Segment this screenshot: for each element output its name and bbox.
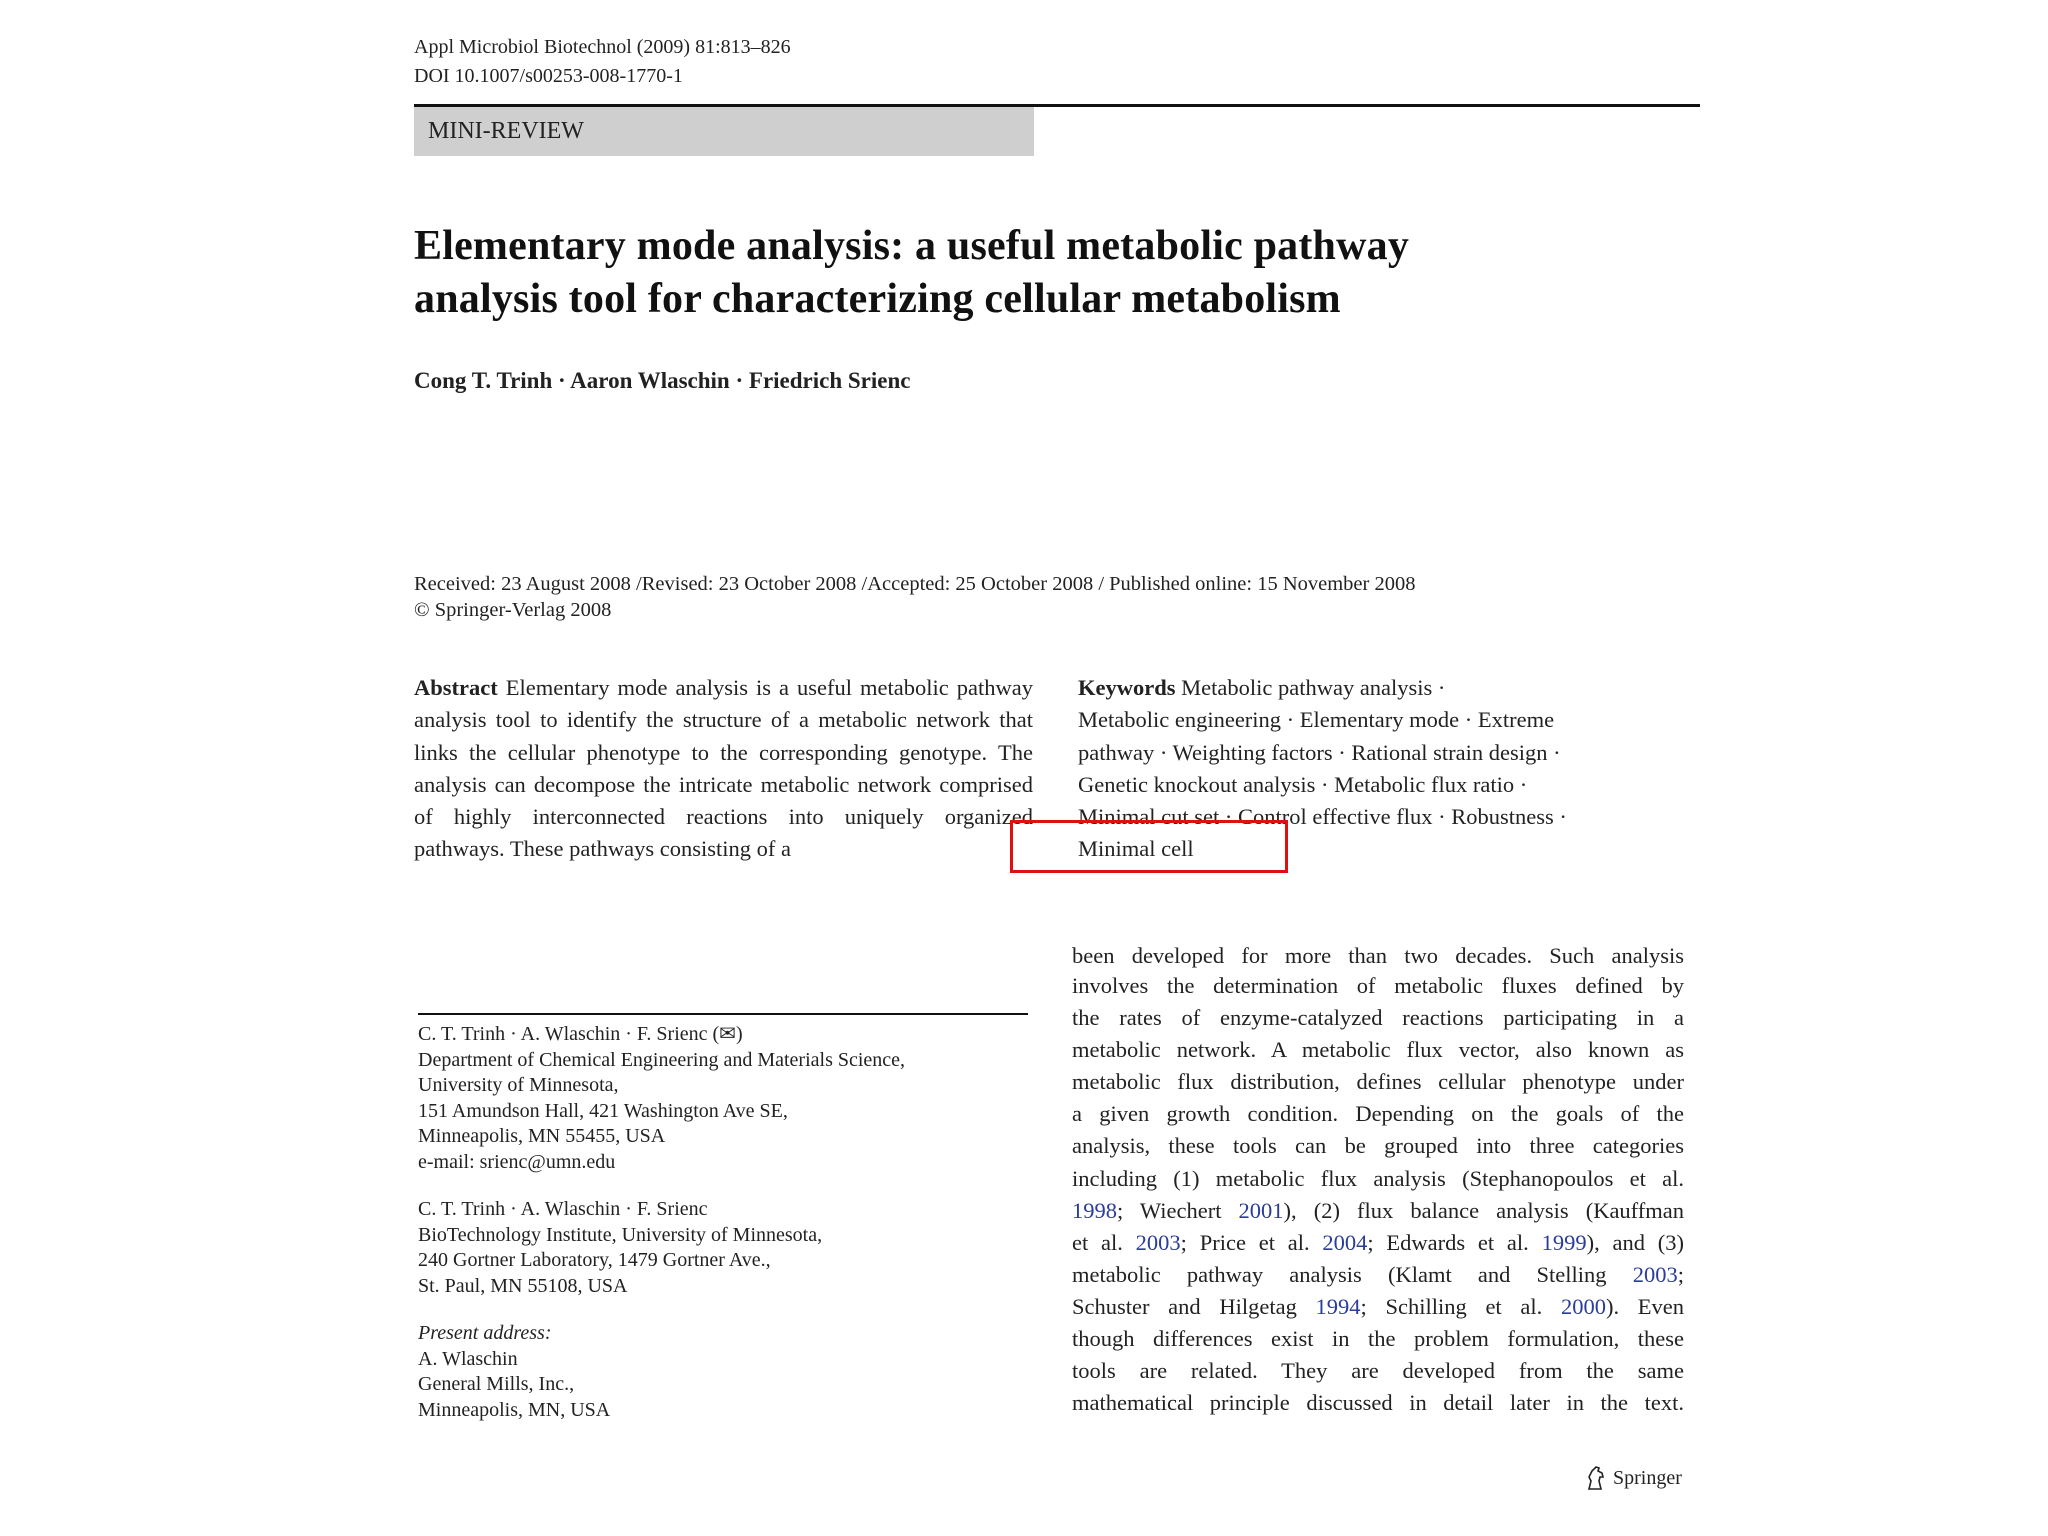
abstract: [414, 672, 1033, 866]
affiliation-1-line: University of Minnesota,: [418, 1074, 619, 1096]
publisher-footer: [1585, 1465, 1682, 1491]
body-text-segment: analysis, these tools can be grouped into three categories: [1072, 1133, 1684, 1159]
body-line: [1072, 1163, 1684, 1195]
body-line: [1072, 1259, 1684, 1291]
body-text-segment: the rates of enzyme-catalyzed reactions participating in a: [1072, 1005, 1684, 1031]
citation-link[interactable]: 2003: [1135, 1229, 1181, 1255]
body-text-segment: ), and (3): [1586, 1229, 1684, 1255]
body-text-segment: Schuster and Hilgetag: [1072, 1293, 1316, 1319]
body-line: [1072, 1291, 1684, 1323]
body-text-segment: ;: [1677, 1261, 1684, 1287]
citation-link[interactable]: 2000: [1560, 1293, 1606, 1319]
body-line: [1072, 1034, 1684, 1066]
journal-citation: Appl Microbiol Biotechnol (2009) 81:813–826: [414, 36, 791, 58]
author-list: Cong T. Trinh · Aaron Wlaschin · Friedrich Srienc: [414, 368, 911, 393]
affiliation-2-line: C. T. Trinh · A. Wlaschin · F. Srienc: [418, 1198, 708, 1220]
body-text-segment: ). Even: [1605, 1293, 1684, 1319]
keyword-text: Metabolic pathway analysis ·: [1181, 675, 1446, 700]
body-line: [1072, 1195, 1684, 1227]
springer-horse-icon: [1585, 1465, 1607, 1491]
abstract-text: Elementary mode analysis is a useful metabolic pathway analysis tool to identify the structure of a metabolic network that links the cellular phenotype to the corresponding genotype. The analysis can decompose the intricate metabolic network comprised of highly interconnected reactions into uniquely organized pathways. These pathways consisting of a: [414, 675, 1034, 862]
body-line: [1072, 1002, 1684, 1034]
body-line: [1072, 1323, 1684, 1355]
citation-link[interactable]: 2001: [1238, 1197, 1284, 1223]
citation-link[interactable]: 1999: [1541, 1229, 1587, 1255]
affiliations: [418, 1022, 1038, 1423]
affiliation-2-line: St. Paul, MN 55108, USA: [418, 1274, 628, 1297]
body-text-segment: ; Price et al.: [1180, 1229, 1323, 1255]
body-text-segment: ; Schilling et al.: [1360, 1293, 1561, 1319]
affiliation-1-line: e-mail: srienc@umn.edu: [418, 1150, 616, 1173]
body-text-segment: involves the determination of metabolic fluxes defined by: [1072, 973, 1684, 998]
body-text-segment: mathematical principle discussed in detail later in the text.: [1072, 1390, 1684, 1416]
keywords-line-5: Minimal cut set · Control effective flux · Robustness ·: [1078, 804, 1567, 830]
body-text: [1072, 943, 1685, 1419]
body-line: [1072, 1387, 1684, 1419]
section-tag: MINI-REVIEW: [414, 107, 1034, 156]
keywords-line-4: Genetic knockout analysis · Metabolic flux ratio ·: [1078, 771, 1528, 797]
publication-dates: [414, 571, 1415, 623]
body-line: [1072, 1227, 1684, 1259]
citation-link[interactable]: 1994: [1315, 1293, 1361, 1319]
body-text-segment: et al.: [1072, 1229, 1136, 1255]
body-text-segment: tools are related. They are developed from the same: [1072, 1358, 1684, 1384]
affiliation-block-2: [418, 1197, 1038, 1299]
present-address-label: Present address:: [418, 1322, 552, 1344]
highlight-box[interactable]: [1010, 820, 1288, 873]
keywords-line-6: Minimal cell: [1078, 836, 1194, 862]
doi-line: DOI 10.1007/s00253-008-1770-1: [414, 65, 683, 87]
dates-line: Received: 23 August 2008 /Revised: 23 October 2008 /Accepted: 25 October 2008 / Published online: 15 November 2008: [414, 573, 1416, 595]
body-text-segment: ; Wiechert: [1117, 1197, 1239, 1223]
affiliation-1-line: C. T. Trinh · A. Wlaschin · F. Srienc (✉): [418, 1023, 743, 1045]
springer-label: Springer: [1613, 1466, 1682, 1489]
body-line: [1072, 1098, 1684, 1130]
keywords-line-2: Metabolic engineering · Elementary mode · Extreme: [1078, 707, 1555, 733]
affiliation-3-line: General Mills, Inc.,: [418, 1373, 575, 1395]
cut-off-line: been developed for more than two decades. Such analysis: [1072, 943, 1684, 968]
affiliation-block-1: [418, 1022, 1038, 1175]
affiliation-2-line: 240 Gortner Laboratory, 1479 Gortner Ave.,: [418, 1249, 771, 1271]
body-text-segment: metabolic pathway analysis (Klamt and Stelling: [1072, 1261, 1633, 1287]
body-text-segment: a given growth condition. Depending on the goals of the: [1072, 1101, 1684, 1127]
affiliation-block-3: [418, 1347, 1038, 1424]
abstract-label: Abstract: [414, 675, 498, 700]
affiliation-1-line: Minneapolis, MN 55455, USA: [418, 1125, 666, 1147]
body-text-segment: including (1) metabolic flux analysis (Stephanopoulos et al.: [1072, 1165, 1684, 1191]
body-line: [1072, 970, 1684, 1002]
affiliation-3-line: A. Wlaschin: [418, 1347, 518, 1370]
body-paragraph: [1072, 970, 1684, 1419]
citation-link[interactable]: 2004: [1322, 1229, 1368, 1255]
body-text-segment: ), (2) flux balance analysis (Kauffman: [1283, 1197, 1685, 1223]
affiliation-2-line: BioTechnology Institute, University of Minnesota,: [418, 1223, 823, 1246]
affiliation-1-line: 151 Amundson Hall, 421 Washington Ave SE,: [418, 1099, 788, 1122]
body-text-segment: metabolic network. A metabolic flux vector, also known as: [1072, 1037, 1684, 1063]
body-text-segment: though differences exist in the problem formulation, these: [1072, 1326, 1684, 1352]
affiliation-1-line: Department of Chemical Engineering and Materials Science,: [418, 1048, 906, 1071]
footnote-rule: [418, 1013, 1028, 1015]
copyright-line: © Springer-Verlag 2008: [414, 599, 612, 621]
body-line: [1072, 1355, 1684, 1387]
title-line-2: analysis tool for characterizing cellular metabolism: [414, 276, 1341, 322]
body-text-segment: metabolic flux distribution, defines cellular phenotype under: [1072, 1069, 1684, 1095]
article-title: [414, 220, 1409, 326]
body-text-segment: ; Edwards et al.: [1367, 1229, 1542, 1255]
title-line-1: Elementary mode analysis: a useful metabolic pathway: [414, 223, 1410, 269]
keywords-label: Keywords: [1078, 675, 1176, 700]
affiliation-3-line: Minneapolis, MN, USA: [418, 1398, 611, 1421]
citation-link[interactable]: 1998: [1072, 1197, 1117, 1223]
body-line: [1072, 1066, 1684, 1098]
citation-link[interactable]: 2003: [1632, 1261, 1678, 1287]
keywords-line-3: pathway · Weighting factors · Rational strain design ·: [1078, 739, 1561, 765]
keywords-line-1: [1078, 672, 1638, 704]
body-line: [1072, 1130, 1684, 1162]
